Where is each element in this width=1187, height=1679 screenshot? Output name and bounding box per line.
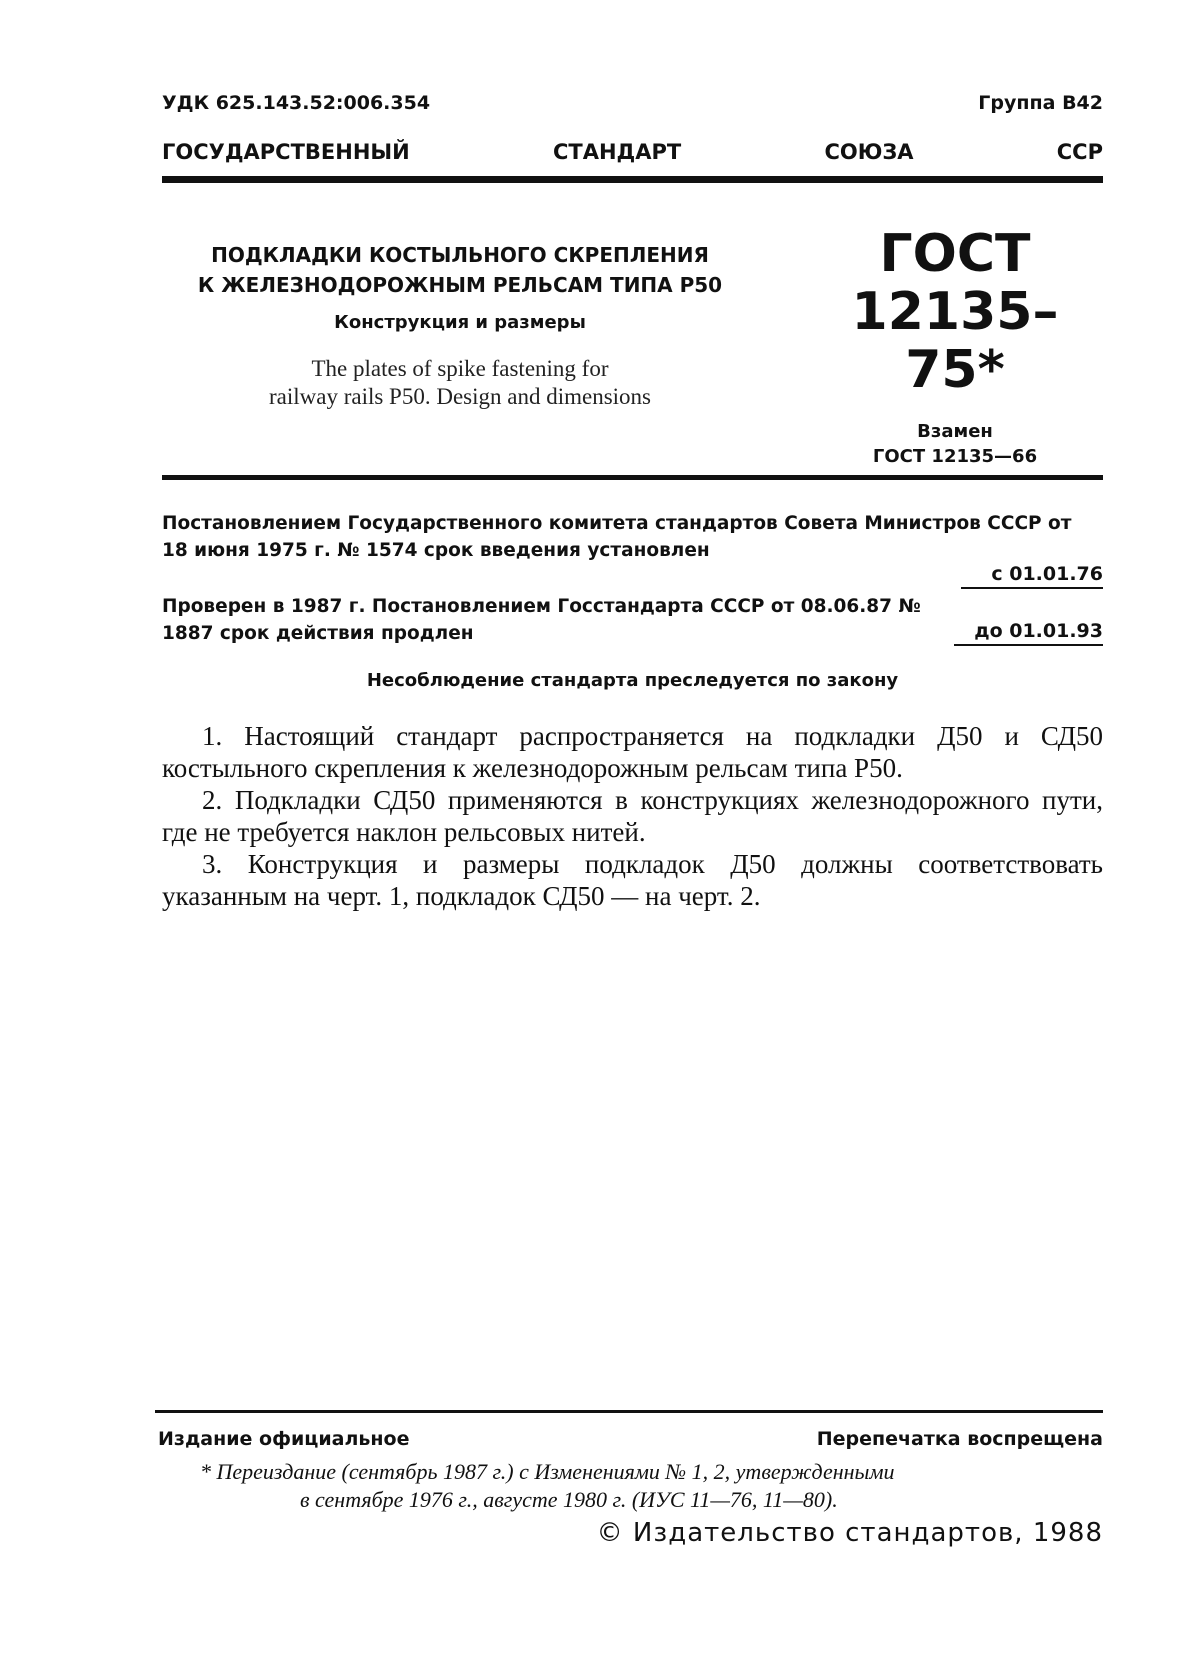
reissue-note-line-2: в сентябре 1976 г., августе 1980 г. (ИУС 11—76, 11—80). [300,1487,838,1512]
replaces-label: Взамен [917,421,993,442]
state-title-word-4: ССР [1056,140,1103,164]
extension-date: до 01.01.93 [954,620,1103,646]
top-divider [162,176,1103,183]
gost-block [820,225,1090,467]
publisher-copyright: © Издательство стандартов, 1988 [596,1518,1103,1548]
official-edition-label: Издание официальное [158,1428,410,1450]
body-text [162,720,1103,912]
state-standard-title [162,140,1103,164]
english-title-line-2: railway rails P50. Design and dimensions [268,384,651,409]
gost-word: ГОСТ [879,224,1031,284]
reprint-prohibited-label: Перепечатка воспрещена [816,1428,1103,1450]
state-title-word-3: СОЮЗА [824,140,914,164]
state-title-word-1: ГОСУДАРСТВЕННЫЙ [162,140,410,164]
decree-introduction: Постановлением Государственного комитета стандартов Совета Министров СССР от 18 июня 1975 г. № 1574 срок введения установлен [162,513,1072,561]
paragraph-3: 3. Конструкция и размеры подкладок Д50 должны соответствовать указанным на черт. 1, подкладок СД50 — на черт. 2. [162,849,1103,911]
introduction-date: с 01.01.76 [961,563,1103,589]
legal-warning: Несоблюдение стандарта преследуется по закону [366,670,899,691]
reissue-note [200,1458,1080,1514]
decree-extension: Проверен в 1987 г. Постановлением Госстандарта СССР от 08.06.87 № 1887 срок действия продлен [162,596,921,644]
english-title [180,355,740,411]
reissue-note-line-1: * Переиздание (сентябрь 1987 г.) с Изменениями № 1, 2, утвержденными [200,1459,895,1484]
group-code: Группа В42 [978,92,1103,114]
middle-divider [162,475,1103,480]
title-line-2: К ЖЕЛЕЗНОДОРОЖНЫМ РЕЛЬСАМ ТИПА Р50 [197,273,723,297]
document-title-block [180,240,740,411]
title-line-1: ПОДКЛАДКИ КОСТЫЛЬНОГО СКРЕПЛЕНИЯ [211,243,709,267]
udk-code: УДК 625.143.52:006.354 [162,92,431,114]
footer-divider [155,1410,1103,1413]
subtitle: Конструкция и размеры [334,312,586,333]
state-title-word-2: СТАНДАРТ [552,140,682,164]
english-title-line-1: The plates of spike fastening for [311,356,609,381]
replaces-gost: ГОСТ 12135—66 [872,446,1038,467]
gost-number: 12135–75* [851,282,1059,400]
paragraph-1: 1. Настоящий стандарт распространяется на подкладки Д50 и СД50 костыльного скрепления к железнодорожным рельсам типа Р50. [162,721,1103,783]
paragraph-2: 2. Подкладки СД50 применяются в конструкциях железнодорожного пути, где не требуется наклон рельсовых нитей. [162,785,1103,847]
